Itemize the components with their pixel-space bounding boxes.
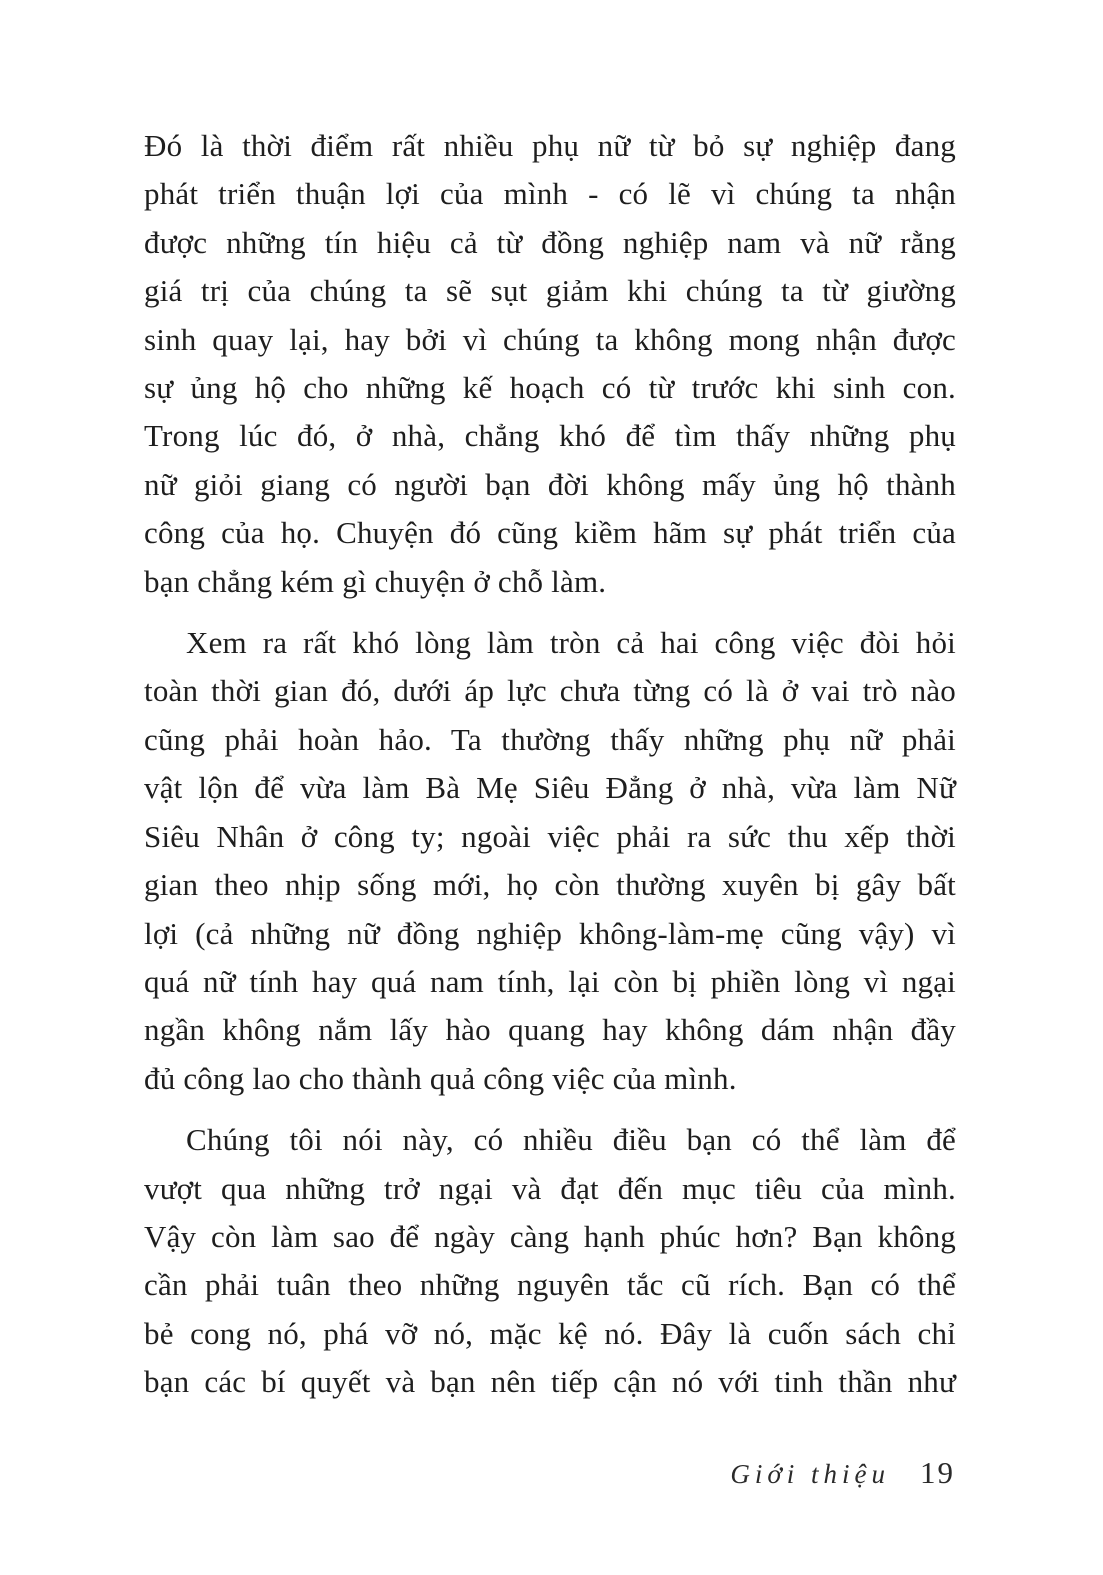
text-line: cũng phải hoàn hảo. Ta thường thấy những phụ nữ phải xyxy=(144,721,956,757)
text-line: vật lộn để vừa làm Bà Mẹ Siêu Đẳng ở nhà, vừa làm Nữ xyxy=(144,770,956,806)
text-line: toàn thời gian đó, dưới áp lực chưa từng có là ở vai trò nào xyxy=(144,673,956,709)
text-line: đủ công lao cho thành quả công việc của mình. xyxy=(144,1060,737,1096)
text-line: cần phải tuân theo những nguyên tắc cũ rích. Bạn có thể xyxy=(144,1267,956,1303)
paragraph xyxy=(144,1116,956,1406)
text-line: Vậy còn làm sao để ngày càng hạnh phúc hơn? Bạn không xyxy=(144,1218,956,1254)
paragraph xyxy=(144,122,956,606)
paragraph xyxy=(144,619,956,1103)
text-line: bạn các bí quyết và bạn nên tiếp cận nó với tinh thần như xyxy=(144,1364,956,1400)
text-line: gian theo nhịp sống mới, họ còn thường xuyên bị gây bất xyxy=(144,867,956,903)
text-line: bẻ cong nó, phá vỡ nó, mặc kệ nó. Đây là cuốn sách chỉ xyxy=(144,1315,956,1351)
text-line: phát triển thuận lợi của mình - có lẽ vì chúng ta nhận xyxy=(144,176,956,212)
text-line: sự ủng hộ cho những kế hoạch có từ trước khi sinh con. xyxy=(144,370,956,406)
text-line: nữ giỏi giang có người bạn đời không mấy ủng hộ thành xyxy=(144,466,956,502)
text-line: ngần không nắm lấy hào quang hay không dám nhận đầy xyxy=(144,1012,956,1048)
text-line: Xem ra rất khó lòng làm tròn cả hai công việc đòi hỏi xyxy=(186,625,956,661)
text-line: vượt qua những trở ngại và đạt đến mục tiêu của mình. xyxy=(144,1170,956,1206)
text-line: Trong lúc đó, ở nhà, chẳng khó để tìm thấy những phụ xyxy=(144,418,956,454)
text-line: lợi (cả những nữ đồng nghiệp không-làm-mẹ cũng vậy) vì xyxy=(144,915,956,951)
footer-page-number: 19 xyxy=(920,1455,955,1490)
footer-section-title: Giới thiệu xyxy=(730,1459,890,1489)
text-line: Đó là thời điểm rất nhiều phụ nữ từ bỏ sự nghiệp đang xyxy=(144,128,956,163)
text-line: bạn chẳng kém gì chuyện ở chỗ làm. xyxy=(144,563,607,599)
text-line: được những tín hiệu cả từ đồng nghiệp nam và nữ rằng xyxy=(144,224,956,260)
page-footer xyxy=(730,1455,955,1491)
text-line: quá nữ tính hay quá nam tính, lại còn bị phiền lòng vì ngại xyxy=(144,963,956,999)
text-line: Chúng tôi nói này, có nhiều điều bạn có thể làm để xyxy=(186,1122,956,1158)
text-line: sinh quay lại, hay bởi vì chúng ta không mong nhận được xyxy=(144,321,956,357)
text-line: giá trị của chúng ta sẽ sụt giảm khi chúng ta từ giường xyxy=(144,273,956,309)
text-line: công của họ. Chuyện đó cũng kiềm hãm sự phát triển của xyxy=(144,515,956,551)
text-line: Siêu Nhân ở công ty; ngoài việc phải ra sức thu xếp thời xyxy=(144,818,956,854)
page-text xyxy=(144,122,956,1407)
